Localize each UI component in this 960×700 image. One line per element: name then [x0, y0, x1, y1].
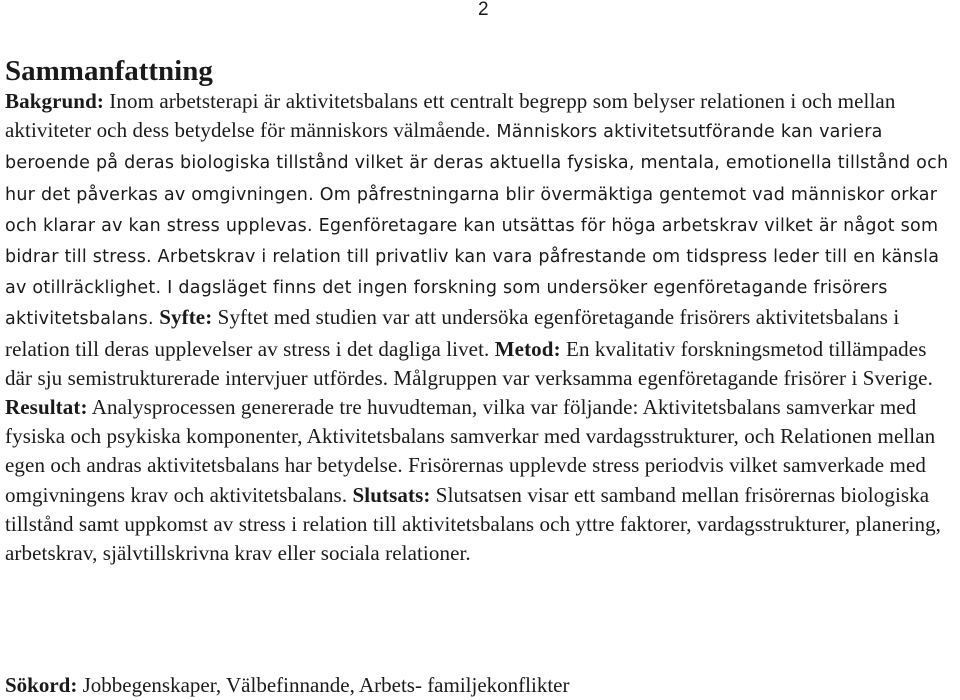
- abstract-paragraph: [5, 87, 955, 568]
- conclusion-text: Slutsatsen visar ett samband mellan frisörernas biologiska tillstånd samt uppkomst av stress i relation till aktivitetsbalans och yttre faktorer, vardagsstrukturer, planering, arbetskrav, självtillskrivna krav eller sociala relationer.: [5, 482, 942, 566]
- aim-text: Syftet med studien var att undersöka egenföretagande frisörers aktivitetsbalans i relation till deras upplevelser av stress i det dagliga livet.: [5, 305, 900, 361]
- results-text: Analysprocessen genererade tre huvudteman, vilka var följande: Aktivitetsbalans samverkar med fysiska och psykiska komponenter, Aktivitetsbalans samverkar med vardagsstrukturer, och Relationen mellan egen och andras aktivitetsbalans har betydelse. Frisörernas upplevde stress periodvis vilket samverkade med omgivningens krav och aktivitetsbalans.: [5, 395, 936, 507]
- background-text: Inom arbetsterapi är aktivitetsbalans ett centralt begrepp som belyser relationen i och mellan aktiviteter och dess betydelse för människors välmående.: [5, 89, 896, 143]
- keywords-text: Jobbegenskaper, Välbefinnande, Arbets- familjekonflikter: [77, 673, 570, 697]
- abstract-section: [5, 52, 955, 568]
- results-label: Resultat:: [5, 395, 88, 420]
- page-number: 2: [478, 0, 489, 20]
- keywords-line: [5, 671, 569, 700]
- method-label: Metod:: [494, 336, 561, 361]
- conclusion-label: Slutsats:: [352, 482, 431, 507]
- aim-label: Syfte:: [159, 305, 213, 330]
- keywords-label: Sökord:: [5, 673, 78, 697]
- background-label: Bakgrund:: [5, 89, 104, 113]
- background-text-continued: Människors aktivitetsutförande kan variera beroende på deras biologiska tillstånd vilket är deras aktuella fysiska, mentala, emotionella tillstånd och hur det påverkas av omgivningen. Om påfrestningarna blir övermäktiga gentemot vad människor orkar och klarar av kan stress upplevas. Egenföretagare kan utsättas för höga arbetskrav vilket är något som bidrar till stress. Arbetskrav i relation till privatliv kan vara påfrestande om tidspress leder till en känsla av otillräcklighet. I dagsläget finns det ingen forskning som undersöker egenföretagande frisörers aktivitetsbalans.: [5, 122, 949, 330]
- section-heading: Sammanfattning: [5, 55, 213, 87]
- method-text: En kvalitativ forskningsmetod tillämpades där sju semistrukturerade intervjuer utfördes. Målgruppen var verksamma egenföretagande frisörer i Sverige.: [5, 336, 933, 390]
